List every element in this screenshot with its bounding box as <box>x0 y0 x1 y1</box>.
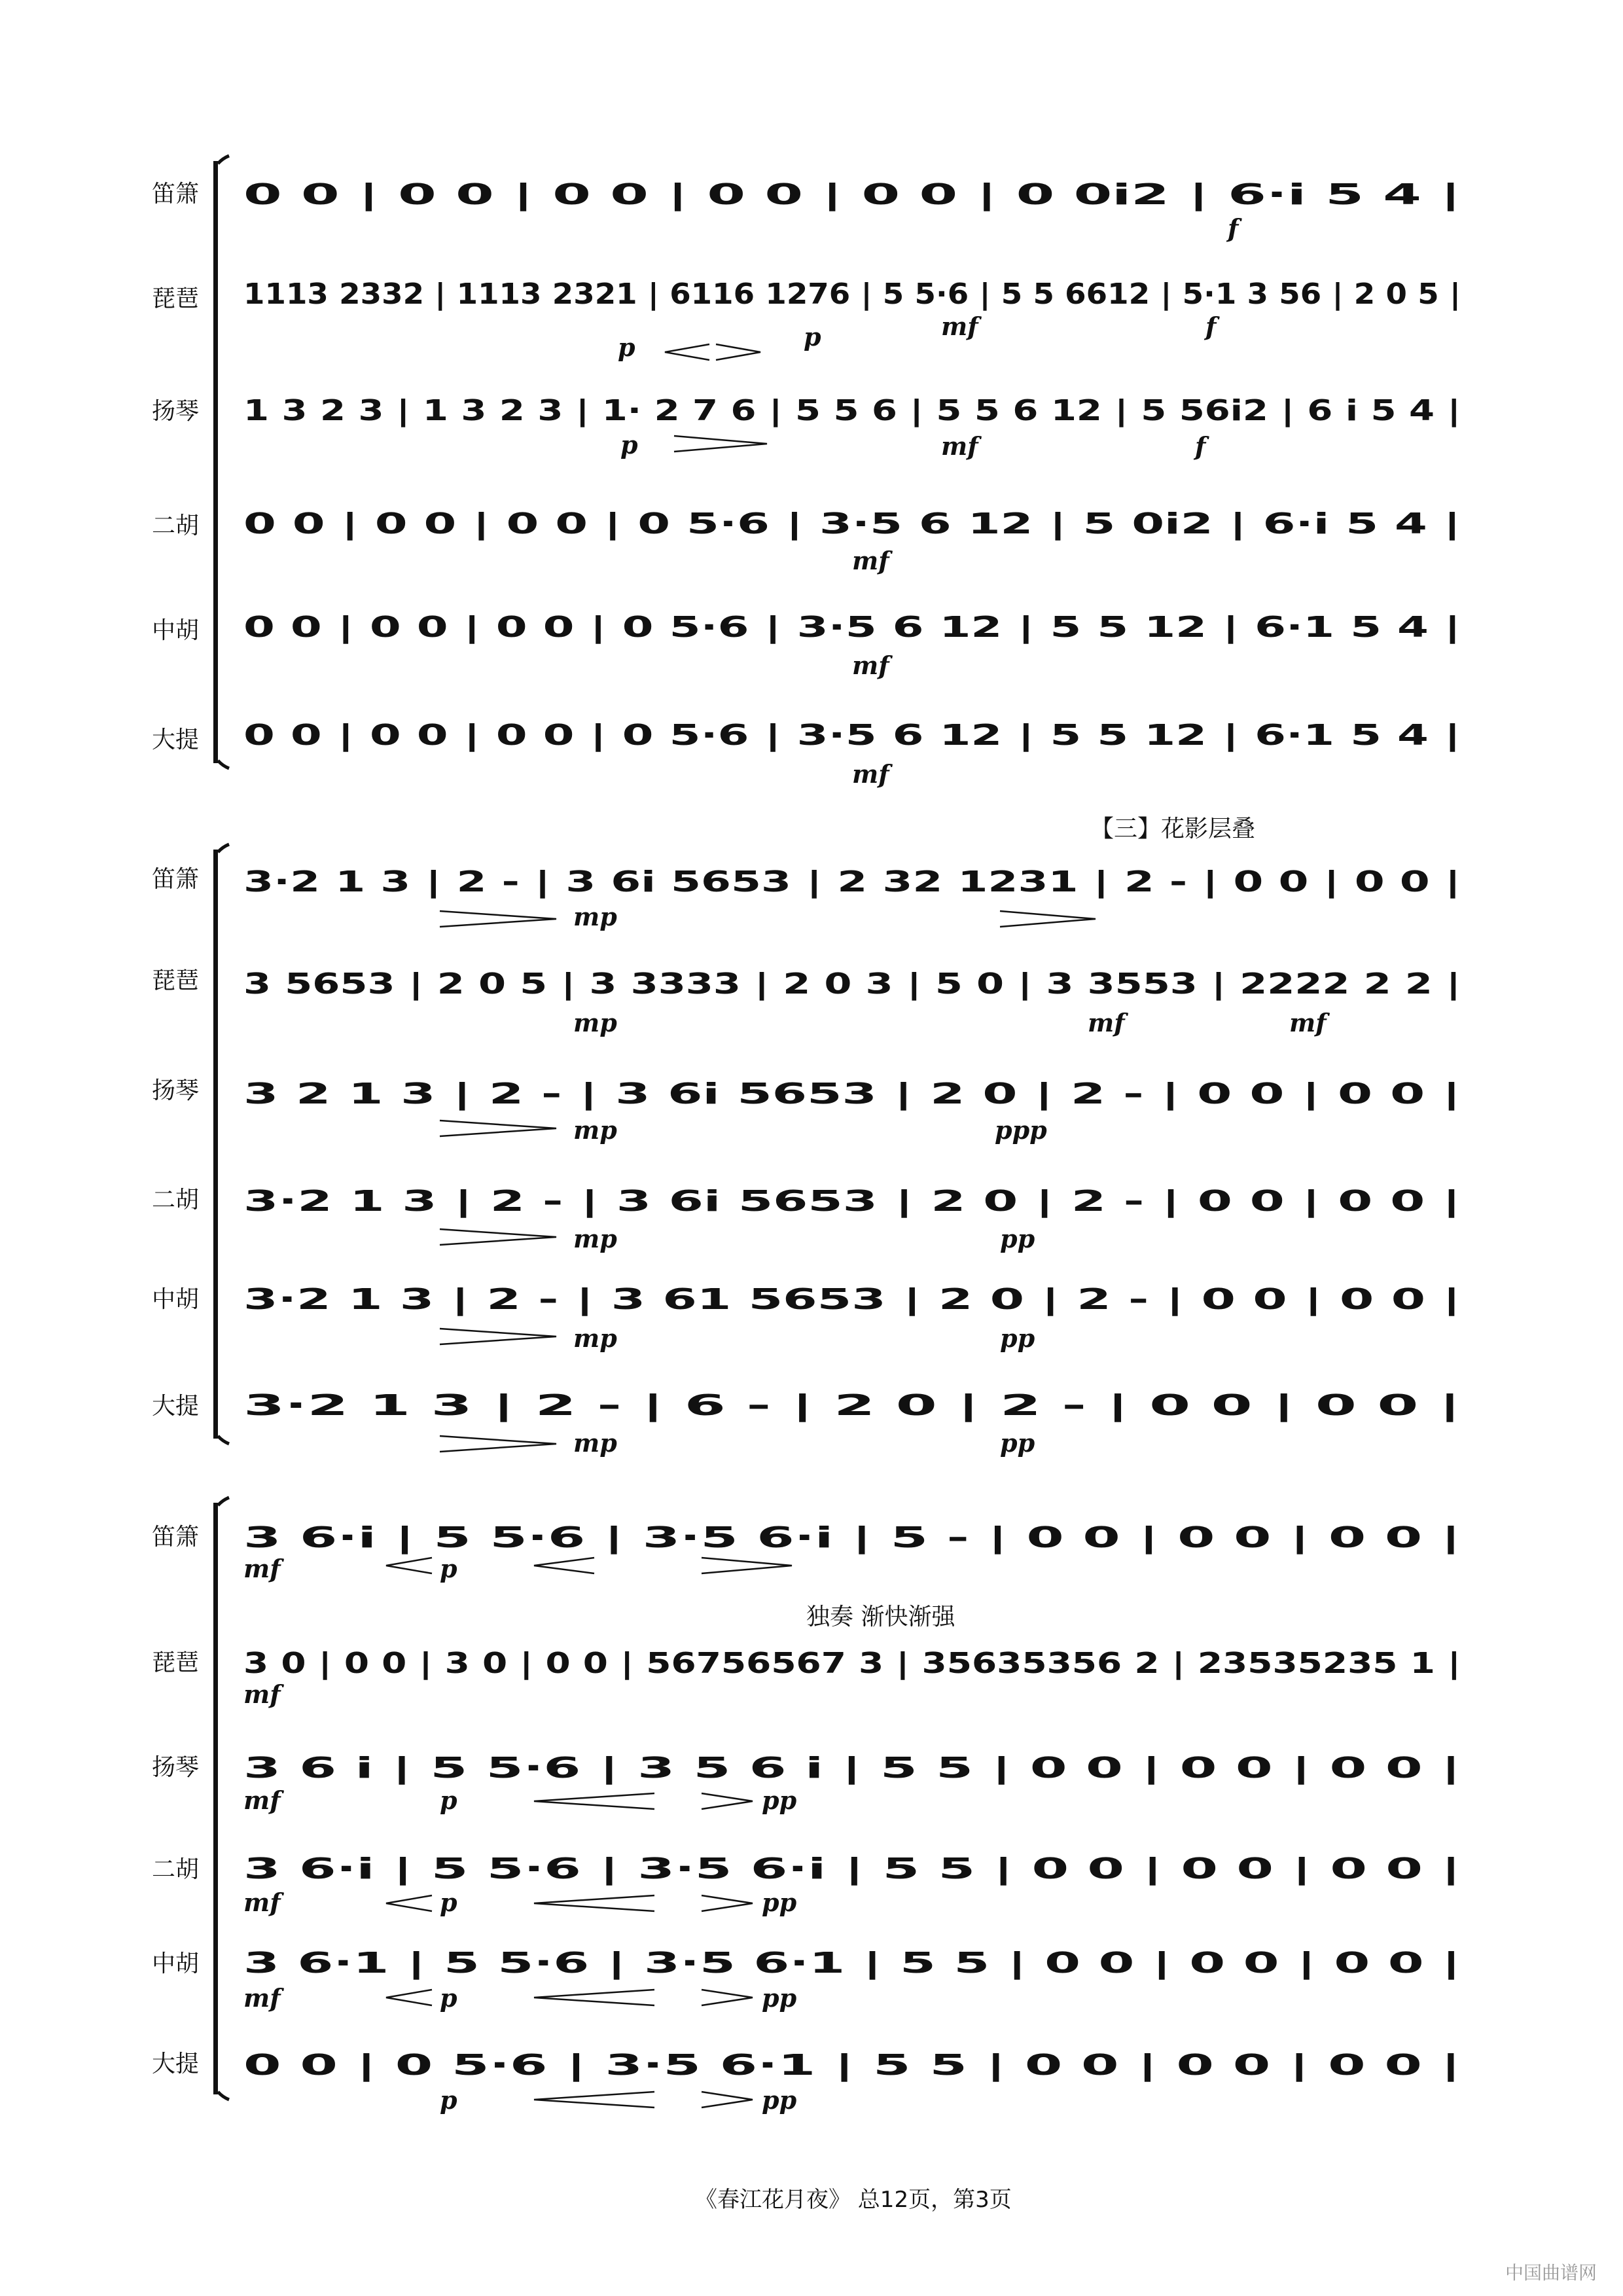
dynamics <box>243 1554 797 2115</box>
staff-row: 3 0 | 0 0 | 3 0 | 0 0 | 56756567 3 | 35635356 2 | 23535235 1 | <box>243 1647 1461 1680</box>
instrument-label: 中胡 <box>152 617 200 644</box>
svg-text:mf: mf <box>243 1785 281 1815</box>
svg-text:mp: mp <box>573 1115 617 1145</box>
svg-text:f: f <box>1195 431 1206 461</box>
staff-row: 0 0 | 0 0 | 0 0 | 0 5·6 | 3·5 6 12 | 5 5 12 | 6·1 5 4 | <box>243 719 1461 752</box>
svg-text:p: p <box>618 332 635 362</box>
svg-text:pp: pp <box>762 1888 797 1917</box>
svg-text:mf: mf <box>941 312 978 341</box>
svg-text:p: p <box>440 1554 457 1583</box>
staff-row: 3 2 1 3 | 2 - | 3 6i 5653 | 2 0 | 2 - | 0 0 | 0 0 | <box>243 1077 1461 1111</box>
instrument-label: 扬琴 <box>152 398 200 425</box>
svg-text:p: p <box>620 430 638 459</box>
instrument-label: 扬琴 <box>152 1077 200 1104</box>
instrument-label: 笛箫 <box>152 866 200 893</box>
svg-text:pp: pp <box>762 1983 797 2013</box>
staff-row: 0 0 | 0 5·6 | 3·5 6·1 | 5 5 | 0 0 | 0 0 | 0 0 | <box>243 2049 1461 2082</box>
instrument-label: 琵琶 <box>152 285 200 312</box>
system-2 <box>152 816 1461 1458</box>
svg-text:pp: pp <box>1000 1323 1035 1353</box>
staff-row: 3 5653 | 2 0 5 | 3 3333 | 2 0 3 | 5 0 | 3 3553 | 2222 2 2 | <box>243 967 1461 1001</box>
svg-text:f: f <box>1228 213 1239 243</box>
staff-row: 1 3 2 3 | 1 3 2 3 | 1· 2 7 6 | 5 5 6 | 5 5 6 12 | 5 56i2 | 6 i 5 4 | <box>243 394 1461 427</box>
instrument-label: 中胡 <box>152 1286 200 1313</box>
instrument-label: 琵琶 <box>152 1649 200 1676</box>
svg-text:pp: pp <box>1000 1428 1035 1458</box>
svg-text:mf: mf <box>941 431 978 461</box>
svg-text:pp: pp <box>762 1785 797 1815</box>
staff-row: 3·2 1 3 | 2 - | 3 6i 5653 | 2 0 | 2 - | 0 0 | 0 0 | <box>243 1185 1461 1218</box>
svg-text:pp: pp <box>762 2085 797 2115</box>
svg-text:mf: mf <box>1088 1008 1125 1037</box>
svg-text:mp: mp <box>573 1224 617 1253</box>
svg-text:p: p <box>440 1785 457 1815</box>
instrument-label: 二胡 <box>152 512 200 539</box>
instrument-label: 二胡 <box>152 1856 200 1883</box>
svg-text:p: p <box>440 1983 457 2013</box>
svg-text:p: p <box>440 2085 457 2115</box>
staff-row: 3 6·i | 5 5·6 | 3·5 6·i | 5 5 | 0 0 | 0 0 | 0 0 | <box>243 1852 1461 1886</box>
system-1 <box>152 156 1461 789</box>
instrument-label: 二胡 <box>152 1187 200 1213</box>
staff-row: 0 0 | 0 0 | 0 0 | 0 0 | 0 0 | 0 0i2 | 6·i 5 4 | <box>243 178 1461 211</box>
staff-row: 0 0 | 0 0 | 0 0 | 0 5·6 | 3·5 6 12 | 5 5 12 | 6·1 5 4 | <box>243 611 1461 644</box>
page-footer: 《春江花月夜》 总12页，第3页 <box>695 2187 1012 2213</box>
system-3 <box>152 1498 1461 2115</box>
instrument-label: 琵琶 <box>152 967 200 994</box>
svg-text:p: p <box>440 1888 457 1917</box>
staff-row: 1113 2332 | 1113 2321 | 6116 1276 | 5 5·6 | 5 5 6612 | 5·1 3 56 | 2 0 5 | <box>243 278 1461 311</box>
system-brace <box>213 156 229 768</box>
svg-text:mf: mf <box>243 1983 281 2013</box>
staff-row: 3 6·1 | 5 5·6 | 3·5 6·1 | 5 5 | 0 0 | 0 0 | 0 0 | <box>243 1946 1461 1980</box>
site-watermark: 中国曲谱网 <box>1505 2262 1597 2284</box>
system-brace <box>213 1498 229 2100</box>
instrument-label: 扬琴 <box>152 1754 200 1781</box>
instrument-label: 大提 <box>152 1393 200 1420</box>
instrument-label: 中胡 <box>152 1950 200 1977</box>
instrument-label: 笛箫 <box>152 181 200 207</box>
staff-row: 3·2 1 3 | 2 - | 3 6i 5653 | 2 32 1231 | 2 - | 0 0 | 0 0 | <box>243 865 1461 899</box>
system-brace <box>213 844 229 1444</box>
section-label: 【三】花影层叠 <box>1090 816 1256 842</box>
staff-row: 3·2 1 3 | 2 - | 3 61 5653 | 2 0 | 2 - | 0 0 | 0 0 | <box>243 1283 1461 1316</box>
svg-text:p: p <box>804 322 821 351</box>
staff-row: 3·2 1 3 | 2 - | 6 - | 2 0 | 2 - | 0 0 | 0 0 | <box>243 1389 1461 1422</box>
staff-row: 3 6 i | 5 5·6 | 3 5 6 i | 5 5 | 0 0 | 0 0 | 0 0 | <box>243 1751 1461 1785</box>
svg-text:mf: mf <box>1289 1008 1327 1037</box>
instrument-label: 大提 <box>152 726 200 753</box>
svg-text:mf: mf <box>243 1888 281 1917</box>
svg-text:mf: mf <box>852 546 889 575</box>
svg-text:mp: mp <box>573 1428 617 1458</box>
svg-text:f: f <box>1205 312 1217 341</box>
hairpins <box>386 1558 792 2108</box>
svg-text:mp: mp <box>573 1323 617 1353</box>
staff-row: 0 0 | 0 0 | 0 0 | 0 5·6 | 3·5 6 12 | 5 0i2 | 6·i 5 4 | <box>243 507 1461 541</box>
svg-text:mf: mf <box>852 651 889 680</box>
svg-text:mf: mf <box>852 759 889 789</box>
instrument-label: 笛箫 <box>152 1524 200 1551</box>
svg-text:mp: mp <box>573 902 617 931</box>
staff-row: 3 6·i | 5 5·6 | 3·5 6·i | 5 - | 0 0 | 0 0 | 0 0 | <box>243 1521 1461 1554</box>
svg-text:mf: mf <box>243 1679 281 1709</box>
svg-text:pp: pp <box>1000 1224 1035 1253</box>
annotation: 独奏 渐快渐强 <box>806 1604 955 1630</box>
svg-text:mp: mp <box>573 1008 617 1037</box>
instrument-label: 大提 <box>152 2051 200 2077</box>
svg-text:ppp: ppp <box>995 1115 1047 1145</box>
svg-text:mf: mf <box>243 1554 281 1583</box>
